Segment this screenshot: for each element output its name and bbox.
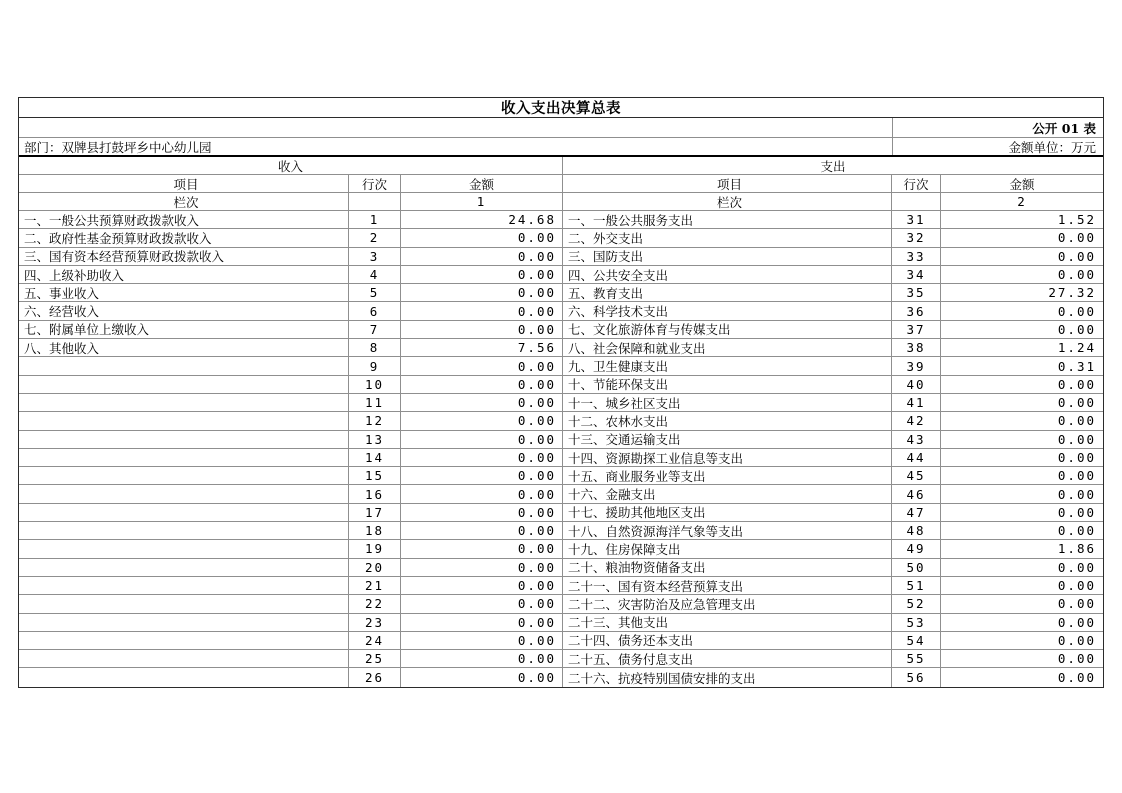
- income-item-cell: 七、附属单位上缴收入: [19, 321, 349, 338]
- income-item-cell: 三、国有资本经营预算财政拨款收入: [19, 248, 349, 265]
- expenditure-item-cell: 二十一、国有资本经营预算支出: [563, 577, 892, 594]
- income-line-no-cell: 5: [349, 284, 401, 301]
- income-line-no-cell: 13: [349, 431, 401, 448]
- expenditure-item-cell: 二、外交支出: [563, 229, 892, 246]
- department-label: 部门：双牌县打鼓坪乡中心幼儿园: [19, 138, 893, 155]
- expenditure-amount-cell: 0.00: [1057, 632, 1096, 648]
- income-index-empty: [349, 193, 401, 210]
- income-amount-cell: 0.00: [401, 504, 563, 521]
- income-line-no-cell: 19: [349, 540, 401, 557]
- expenditure-item-cell: 十七、援助其他地区支出: [563, 504, 892, 521]
- income-line-no-cell: 22: [349, 595, 401, 612]
- income-amount-cell: 0.00: [401, 485, 563, 502]
- expenditure-line-no-cell: 32: [892, 229, 941, 246]
- table-row: [19, 485, 1103, 503]
- expenditure-line-no-cell: 35: [892, 284, 941, 301]
- expenditure-amount-cell: 0.00: [1057, 431, 1096, 447]
- expenditure-line-no-cell: 37: [892, 321, 941, 338]
- expenditure-line-no-cell: 34: [892, 266, 941, 283]
- income-line-no-cell: 15: [349, 467, 401, 484]
- expenditure-item-cell: 十九、住房保障支出: [563, 540, 892, 557]
- expenditure-item-cell: 二十二、灾害防治及应急管理支出: [563, 595, 892, 612]
- income-item-cell: 八、其他收入: [19, 339, 349, 356]
- income-amount-cell: 0.00: [401, 668, 563, 686]
- expenditure-item-cell: 二十四、债务还本支出: [563, 632, 892, 649]
- income-amount-cell: 0.00: [401, 614, 563, 631]
- form-number-label: 公开 01 表: [1032, 120, 1096, 136]
- income-amount-cell: 0.00: [401, 302, 563, 319]
- income-amount-cell: 0.00: [401, 540, 563, 557]
- expenditure-line-no-cell: 50: [892, 559, 941, 576]
- expenditure-item-cell: 二十六、抗疫特别国债安排的支出: [563, 668, 892, 686]
- expenditure-item-cell: 一、一般公共服务支出: [563, 211, 892, 228]
- column-header-row: [19, 175, 1103, 193]
- expenditure-amount-cell: 0.00: [1057, 614, 1096, 630]
- income-line-no-cell: 9: [349, 357, 401, 374]
- income-index-value: 1: [401, 193, 563, 210]
- title-row: [19, 98, 1103, 118]
- expenditure-item-cell: 十六、金融支出: [563, 485, 892, 502]
- income-line-no-cell: 6: [349, 302, 401, 319]
- table-row: [19, 577, 1103, 595]
- income-item-header: 项目: [19, 175, 349, 192]
- expenditure-index-label: 栏次: [563, 193, 892, 210]
- income-item-cell: [19, 449, 349, 466]
- income-line-no-cell: 23: [349, 614, 401, 631]
- income-amount-cell: 0.00: [401, 376, 563, 393]
- table-row: [19, 248, 1103, 266]
- income-item-cell: 六、经营收入: [19, 302, 349, 319]
- expenditure-line-no-cell: 36: [892, 302, 941, 319]
- expenditure-line-no-cell: 55: [892, 650, 941, 667]
- table-row: [19, 357, 1103, 375]
- section-header-row: [19, 157, 1103, 175]
- expenditure-amount-cell: 27.32: [1048, 285, 1096, 301]
- income-amount-cell: 0.00: [401, 266, 563, 283]
- page-title: 收入支出决算总表: [501, 100, 621, 117]
- expenditure-item-cell: 十五、商业服务业等支出: [563, 467, 892, 484]
- expenditure-item-cell: 十三、交通运输支出: [563, 431, 892, 448]
- income-amount-cell: 0.00: [401, 595, 563, 612]
- table-body: [19, 211, 1103, 687]
- table-row: [19, 266, 1103, 284]
- income-amount-cell: 0.00: [401, 632, 563, 649]
- expenditure-amount-cell: 0.00: [1057, 596, 1096, 612]
- income-line-no-cell: 8: [349, 339, 401, 356]
- expenditure-line-no-cell: 33: [892, 248, 941, 265]
- expenditure-item-cell: 五、教育支出: [563, 284, 892, 301]
- income-line-no-cell: 1: [349, 211, 401, 228]
- expenditure-amount-cell: 0.00: [1057, 395, 1096, 411]
- income-item-cell: [19, 485, 349, 502]
- income-item-cell: [19, 467, 349, 484]
- table-row: [19, 504, 1103, 522]
- expenditure-amount-cell: 0.00: [1057, 321, 1096, 337]
- expenditure-amount-cell: 0.00: [1057, 651, 1096, 667]
- unit-label: 金额单位：万元: [1008, 139, 1096, 155]
- expenditure-amount-cell: 0.00: [1057, 468, 1096, 484]
- expenditure-line-no-cell: 46: [892, 485, 941, 502]
- income-amount-cell: 0.00: [401, 394, 563, 411]
- table-row: [19, 431, 1103, 449]
- income-item-cell: [19, 614, 349, 631]
- income-amount-cell: 7.56: [401, 339, 563, 356]
- income-index-label: 栏次: [19, 193, 349, 210]
- table-row: [19, 632, 1103, 650]
- income-item-cell: [19, 394, 349, 411]
- income-line-no-header: 行次: [349, 175, 401, 192]
- table-row: [19, 412, 1103, 430]
- expenditure-amount-cell: 0.00: [1057, 450, 1096, 465]
- form-number-row: [19, 118, 1103, 138]
- expenditure-item-cell: 六、科学技术支出: [563, 302, 892, 319]
- expenditure-line-no-cell: 31: [892, 211, 941, 228]
- income-item-cell: [19, 632, 349, 649]
- expenditure-amount-cell: 0.00: [1057, 376, 1096, 392]
- income-amount-cell: 0.00: [401, 229, 563, 246]
- expenditure-line-no-cell: 42: [892, 412, 941, 429]
- expenditure-item-cell: 七、文化旅游体育与传媒支出: [563, 321, 892, 338]
- column-index-row: [19, 193, 1103, 211]
- income-item-cell: 四、上级补助收入: [19, 266, 349, 283]
- income-section-title: 收入: [19, 157, 563, 174]
- income-line-no-cell: 2: [349, 229, 401, 246]
- table-row: [19, 449, 1103, 467]
- income-line-no-cell: 7: [349, 321, 401, 338]
- income-item-cell: [19, 595, 349, 612]
- expenditure-amount-cell: 0.00: [1057, 559, 1096, 575]
- income-amount-cell: 0.00: [401, 284, 563, 301]
- table-row: [19, 522, 1103, 540]
- department-row: [19, 138, 1103, 157]
- income-amount-cell: 0.00: [401, 522, 563, 539]
- expenditure-item-cell: 二十五、债务付息支出: [563, 650, 892, 667]
- income-line-no-cell: 12: [349, 412, 401, 429]
- income-line-no-cell: 25: [349, 650, 401, 667]
- income-line-no-cell: 17: [349, 504, 401, 521]
- income-amount-cell: 0.00: [401, 321, 563, 338]
- income-line-no-cell: 26: [349, 668, 401, 686]
- expenditure-item-cell: 二十、粮油物资储备支出: [563, 559, 892, 576]
- income-item-cell: [19, 577, 349, 594]
- income-line-no-cell: 21: [349, 577, 401, 594]
- table-row: [19, 302, 1103, 320]
- table-row: [19, 467, 1103, 485]
- income-item-cell: [19, 668, 349, 686]
- expenditure-item-cell: 十一、城乡社区支出: [563, 394, 892, 411]
- income-amount-cell: 0.00: [401, 431, 563, 448]
- table-row: [19, 595, 1103, 613]
- expenditure-amount-cell: 1.52: [1057, 212, 1096, 228]
- income-item-cell: [19, 431, 349, 448]
- income-line-no-cell: 11: [349, 394, 401, 411]
- expenditure-item-header: 项目: [563, 175, 892, 192]
- table-row: [19, 321, 1103, 339]
- expenditure-item-cell: 四、公共安全支出: [563, 266, 892, 283]
- table-row: [19, 559, 1103, 577]
- expenditure-line-no-cell: 41: [892, 394, 941, 411]
- income-line-no-cell: 18: [349, 522, 401, 539]
- table-row: [19, 394, 1103, 412]
- expenditure-line-no-cell: 40: [892, 376, 941, 393]
- income-item-cell: [19, 357, 349, 374]
- expenditure-line-no-cell: 44: [892, 449, 941, 466]
- expenditure-amount-cell: 0.00: [1057, 578, 1096, 594]
- expenditure-item-cell: 八、社会保障和就业支出: [563, 339, 892, 356]
- expenditure-line-no-cell: 49: [892, 540, 941, 557]
- income-amount-cell: 0.00: [401, 650, 563, 667]
- income-line-no-cell: 16: [349, 485, 401, 502]
- expenditure-line-no-cell: 38: [892, 339, 941, 356]
- expenditure-amount-cell: 0.00: [1057, 248, 1096, 264]
- expenditure-item-cell: 十、节能环保支出: [563, 376, 892, 393]
- expenditure-item-cell: 九、卫生健康支出: [563, 357, 892, 374]
- income-amount-cell: 24.68: [401, 211, 563, 228]
- expenditure-line-no-cell: 54: [892, 632, 941, 649]
- expenditure-amount-cell: 0.00: [1057, 523, 1096, 539]
- final-accounts-summary-table: [18, 97, 1104, 688]
- expenditure-line-no-cell: 43: [892, 431, 941, 448]
- income-item-cell: [19, 412, 349, 429]
- table-row: [19, 211, 1103, 229]
- expenditure-amount-cell: 0.00: [1057, 670, 1096, 686]
- income-item-cell: 一、一般公共预算财政拨款收入: [19, 211, 349, 228]
- income-line-no-cell: 24: [349, 632, 401, 649]
- meta-empty-cell: [19, 118, 893, 137]
- income-amount-cell: 0.00: [401, 412, 563, 429]
- table-row: [19, 614, 1103, 632]
- expenditure-line-no-header: 行次: [892, 175, 941, 192]
- expenditure-amount-cell: 0.00: [1057, 504, 1096, 520]
- income-item-cell: [19, 650, 349, 667]
- expenditure-line-no-cell: 39: [892, 357, 941, 374]
- table-row: [19, 284, 1103, 302]
- income-amount-cell: 0.00: [401, 577, 563, 594]
- expenditure-index-value: 2: [1017, 194, 1027, 209]
- income-item-cell: [19, 376, 349, 393]
- table-row: [19, 376, 1103, 394]
- income-amount-cell: 0.00: [401, 357, 563, 374]
- expenditure-amount-header: 金额: [1009, 176, 1035, 192]
- expenditure-item-cell: 十八、自然资源海洋气象等支出: [563, 522, 892, 539]
- expenditure-line-no-cell: 56: [892, 668, 941, 686]
- expenditure-line-no-cell: 51: [892, 577, 941, 594]
- expenditure-line-no-cell: 45: [892, 467, 941, 484]
- expenditure-amount-cell: 0.00: [1057, 486, 1096, 502]
- income-item-cell: 五、事业收入: [19, 284, 349, 301]
- income-line-no-cell: 4: [349, 266, 401, 283]
- income-amount-cell: 0.00: [401, 248, 563, 265]
- expenditure-amount-cell: 1.24: [1057, 340, 1096, 356]
- income-line-no-cell: 14: [349, 449, 401, 466]
- expenditure-item-cell: 十二、农林水支出: [563, 412, 892, 429]
- income-line-no-cell: 3: [349, 248, 401, 265]
- income-item-cell: 二、政府性基金预算财政拨款收入: [19, 229, 349, 246]
- table-row: [19, 650, 1103, 668]
- expenditure-index-empty: [892, 193, 941, 210]
- table-row: [19, 668, 1103, 686]
- expenditure-amount-cell: 0.00: [1057, 303, 1096, 319]
- income-item-cell: [19, 522, 349, 539]
- expenditure-amount-cell: 0.00: [1057, 413, 1096, 429]
- income-line-no-cell: 10: [349, 376, 401, 393]
- expenditure-amount-cell: 0.31: [1057, 358, 1096, 374]
- expenditure-section-title: 支出: [820, 158, 846, 174]
- income-item-cell: [19, 559, 349, 576]
- expenditure-item-cell: 三、国防支出: [563, 248, 892, 265]
- expenditure-amount-cell: 0.00: [1057, 230, 1096, 246]
- income-line-no-cell: 20: [349, 559, 401, 576]
- income-item-cell: [19, 540, 349, 557]
- income-amount-cell: 0.00: [401, 559, 563, 576]
- income-item-cell: [19, 504, 349, 521]
- income-amount-cell: 0.00: [401, 449, 563, 466]
- expenditure-line-no-cell: 52: [892, 595, 941, 612]
- expenditure-line-no-cell: 48: [892, 522, 941, 539]
- expenditure-line-no-cell: 47: [892, 504, 941, 521]
- expenditure-item-cell: 二十三、其他支出: [563, 614, 892, 631]
- expenditure-line-no-cell: 53: [892, 614, 941, 631]
- income-amount-header: 金额: [401, 175, 563, 192]
- income-amount-cell: 0.00: [401, 467, 563, 484]
- table-row: [19, 339, 1103, 357]
- table-row: [19, 229, 1103, 247]
- expenditure-amount-cell: 1.86: [1057, 541, 1096, 557]
- expenditure-amount-cell: 0.00: [1057, 267, 1096, 283]
- expenditure-item-cell: 十四、资源勘探工业信息等支出: [563, 449, 892, 466]
- table-row: [19, 540, 1103, 558]
